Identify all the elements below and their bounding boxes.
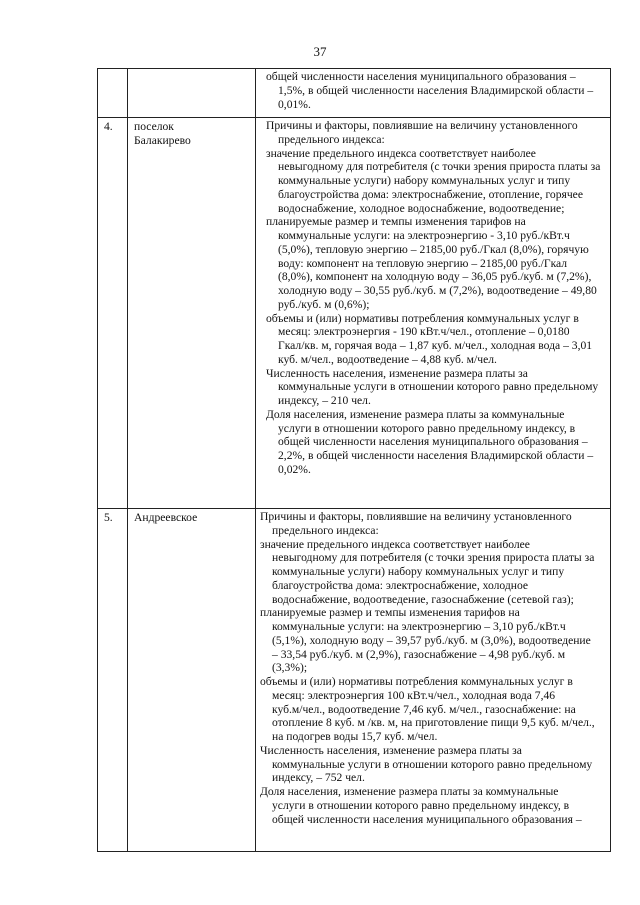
description-line: коммунальные услуги: на электроэнергию – 3,10 руб./кВт.ч [272,620,566,633]
row-number: 5. [104,511,113,524]
description-cell [256,509,611,852]
description-line: месяц: электроэнергия - 190 кВт.ч/чел., отопление – 0,0180 [278,325,570,339]
description-line: общей численности населения муниципального образования – [278,435,588,449]
description-line: коммунальные услуги) набору коммунальных услуг и типу [278,174,571,187]
description-line: коммунальные услуги) набору коммунальных услуг и типу [272,565,565,578]
description-line: невыгодному для потребителя (с точки зрения прироста платы за [278,160,601,174]
description-line: водоснабжение, водоотведение, газоснабжение (сетевой газ); [272,592,574,606]
description-line: благоустройства дома: электроснабжение, отопление, горячее [278,187,583,201]
description-line: месяц: электроэнергия 100 кВт.ч/чел., холодная вода 7,46 [272,688,556,702]
description-line: Численность населения, изменение размера платы за [266,366,528,380]
description-line: – 33,54 руб./куб. м (2,9%), газоснабжение – 4,98 руб./куб. м [272,647,566,661]
table-row [98,509,611,852]
description-line: предельного индекса: [278,132,385,146]
description-line: индексу, – 210 чел. [278,394,371,407]
description-line: (8,0%), компонент на холодную воду – 36,05 руб./куб. м (7,2%), [278,270,592,284]
description-line: Численность населения, изменение размера платы за [260,743,522,757]
description-line: 1,5%, в общей численности населения Владимирской области – [278,83,594,97]
description-line: (3,3%); [272,661,308,675]
description-line: 2,2%, в общей численности населения Владимирской области – [278,449,594,462]
row-number-cell [98,118,128,509]
description-line: коммунальные услуги: на электроэнергию - 3,10 руб./кВт.ч [278,229,570,242]
settlement-name-line: поселок [134,120,174,133]
description-line: Причины и факторы, повлиявшие на величину установленного [266,119,578,132]
description-line: куб.м/чел., водоотведение 7,46 куб. м/чел., газоснабжение: на [272,702,576,716]
description-line: услуги в отношении которого равно предельному индексу, в [278,421,576,435]
description-line: Причины и факторы, повлиявшие на величину установленного [260,510,572,523]
description-line: коммунальные услуги в отношении которого равно предельному [278,380,599,394]
description-line: водоснабжение, холодное водоснабжение, водоотведение; [278,201,565,215]
description-line: Гкал/кв. м, горячая вода – 1,87 куб. м/чел., холодная вода – 3,01 [278,339,593,352]
description-line: Доля населения, изменение размера платы за коммунальные [266,407,565,421]
settlement-name-cell [128,118,256,509]
table-row [98,69,611,118]
description-line: Доля населения, изменение размера платы за коммунальные [260,785,559,798]
description-line: невыгодному для потребителя (с точки зрения прироста платы за [272,551,595,565]
description-cell [256,69,611,118]
description-line: куб. м/чел., водоотведение – 4,88 куб. м/чел. [278,352,497,366]
description-line: объемы и (или) нормативы потребления коммунальных услуг в [266,311,579,325]
description-line: воду: компонент на тепловую энергию – 2185,00 руб./Гкал [278,256,568,270]
description-line: предельного индекса: [272,523,379,537]
row-number-cell [98,509,128,852]
description-line: планируемые размер и темпы изменения тарифов на [266,215,526,229]
description-line: (5,0%), тепловую энергию – 2185,00 руб./Гкал (8,0%), горячую [278,242,589,256]
description-line: благоустройства дома: электроснабжение, холодное [272,578,529,592]
description-line: значение предельного индекса соответствует наиболее [260,537,530,551]
settlement-name-cell [128,69,256,118]
description-line: холодную воду – 30,55 руб./куб. м (7,2%), водоотведение – 49,80 [278,284,597,297]
description-line: индексу, – 752 чел. [272,771,365,785]
description-line: планируемые размер и темпы изменения тарифов на [260,606,520,620]
settlement-name-line: Балакирево [134,133,191,147]
description-line: 0,02%. [278,462,311,476]
description-cell [256,118,611,509]
row-number-cell [98,69,128,118]
settlement-name-line: Андреевское [134,511,198,524]
description-line: услуги в отношении которого равно предельному индексу, в [272,798,570,812]
description-line: 0,01%. [278,97,311,111]
description-line: (5,1%), холодную воду – 39,57 руб./куб. м (3,0%), водоотведение [272,633,591,647]
settlement-name-cell [128,509,256,852]
description-line: руб./куб. м (0,6%); [278,297,370,311]
description-line: коммунальные услуги в отношении которого равно предельному [272,757,593,771]
description-line: отопление 8 куб. м /кв. м, на приготовление пищи 9,5 куб. м/чел., [272,716,595,730]
page-number: 37 [313,44,327,59]
index-table [97,68,611,852]
description-line: объемы и (или) нормативы потребления коммунальных услуг в [260,675,573,688]
description-line: значение предельного индекса соответствует наиболее [266,146,536,160]
table-body [98,69,611,852]
description-line: общей численности населения муниципального образования – [266,70,576,83]
table-row [98,118,611,509]
description-line: на подогрев воды 15,7 куб. м/чел. [272,730,438,743]
description-line: общей численности населения муниципального образования – [272,812,582,826]
row-number: 4. [104,120,113,133]
